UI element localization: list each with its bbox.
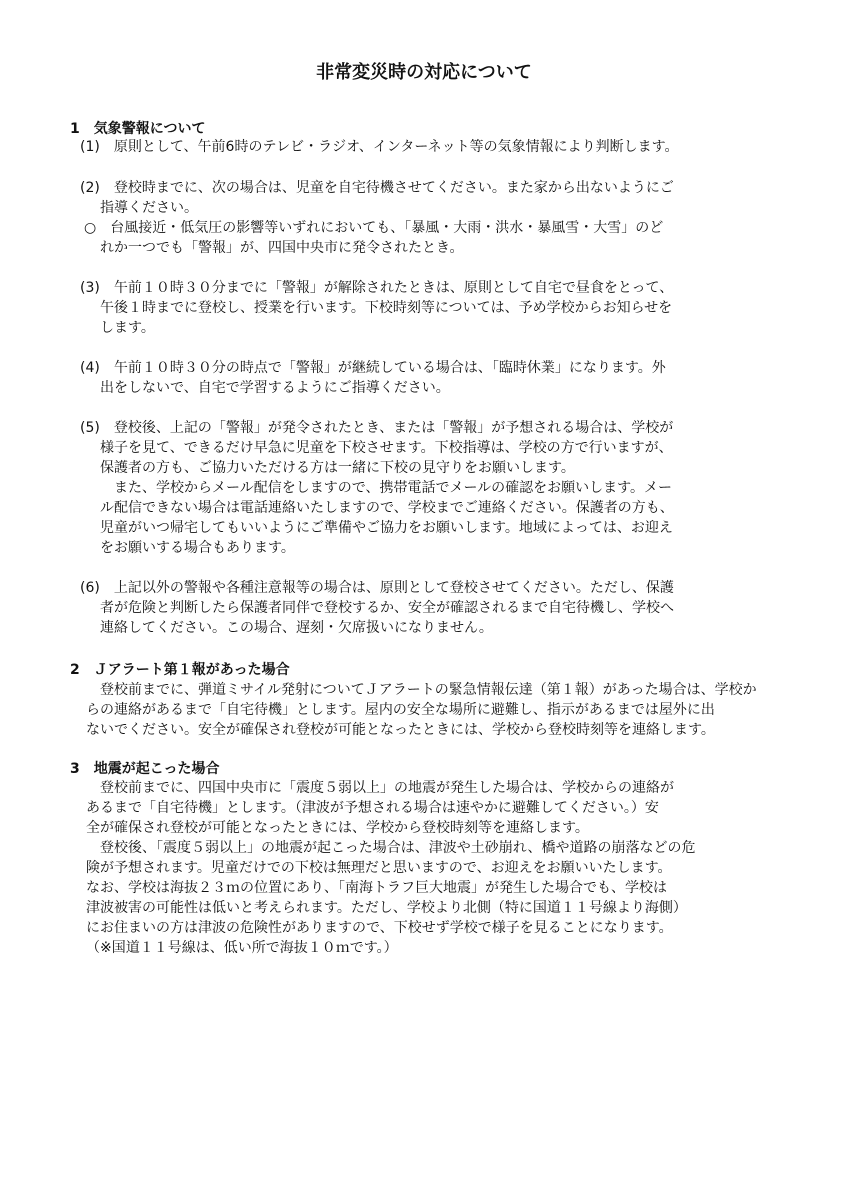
text-line: (6) 上記以外の警報や各種注意報等の場合は、原則として登校させてください。ただし、保護: [80, 580, 674, 596]
text-line: (5) 登校後、上記の「警報」が発令されたとき、または「警報」が予想される場合は、学校が: [80, 420, 674, 436]
text-line: 険が予想されます。児童だけでの下校は無理だと思いますので、お迎えをお願いいたします。: [86, 860, 672, 876]
text-line: 登校後、「震度５弱以上」の地震が起こった場合は、津波や土砂崩れ、橋や道路の崩落などの危: [100, 840, 696, 856]
text-line: ○ 台風接近・低気圧の影響等いずれにおいても、「暴風・大雨・洪水・暴風雪・大雪」のど: [84, 220, 664, 236]
text-line: 様子を見て、できるだけ早急に児童を下校させます。下校指導は、学校の方で行いますが、: [100, 440, 673, 456]
text-line: 津波被害の可能性は低いと考えられます。ただし、学校より北側（特に国道１１号線より海側）: [86, 900, 687, 916]
text-line: (1) 原則として、午前6時のテレビ・ラジオ、インターネット等の気象情報により判断します。: [80, 139, 679, 155]
text-line: らの連絡があるまで「自宅待機」とします。屋内の安全な場所に避難し、指示があるまでは屋外に出: [86, 702, 715, 718]
text-line: 登校前までに、弾道ミサイル発射についてＪアラートの緊急情報伝達（第１報）があった場合は、学校か: [100, 682, 757, 698]
text-line: ル配信できない場合は電話連絡いたしますので、学校までご連絡ください。保護者の方も、: [100, 500, 674, 516]
text-line: 保護者の方も、ご協力いただける方は一緒に下校の見守りをお願いします。: [100, 460, 575, 476]
text-line: (4) 午前１０時３０分の時点で「警報」が継続している場合は、「臨時休業」になります。外: [80, 360, 666, 376]
text-line: 者が危険と判断したら保護者同伴で登校するか、安全が確認されるまで自宅待機し、学校へ: [100, 600, 674, 616]
text-line: 児童がいつ帰宅してもいいようにご準備やご協力をお願いします。地域によっては、お迎え: [100, 520, 673, 536]
text-line: なお、学校は海抜２３ｍの位置にあり、「南海トラフ巨大地震」が発生した場合でも、学校は: [86, 880, 667, 896]
section-heading: 1 気象警報について: [70, 121, 206, 137]
text-line: また、学校からメール配信をしますので、携帯電話でメールの確認をお願いします。メー: [114, 480, 673, 496]
text-line: をお願いする場合もあります。: [100, 540, 295, 556]
text-line: します。: [100, 320, 155, 336]
text-line: 登校前までに、四国中央市に「震度５弱以上」の地震が発生した場合は、学校からの連絡が: [100, 780, 674, 796]
text-line: 午後１時までに登校し、授業を行います。下校時刻等については、予め学校からお知らせを: [100, 300, 673, 316]
text-line: にお住まいの方は津波の危険性がありますので、下校せず学校で様子を見ることになります。: [86, 920, 673, 936]
text-line: (2) 登校時までに、次の場合は、児童を自宅待機させてください。また家から出ないようにご: [80, 180, 674, 196]
text-line: 指導ください。: [100, 200, 198, 216]
text-line: 連絡してください。この場合、遅刻・欠席扱いになりません。: [100, 620, 493, 636]
text-line: 出をしないで、自宅で学習するようにご指導ください。: [100, 380, 450, 396]
section-heading: 2 Ｊアラート第１報があった場合: [70, 662, 290, 678]
text-line: れか一つでも「警報」が、四国中央市に発令されたとき。: [100, 240, 464, 256]
page-title: 非常変災時の対応について: [316, 62, 532, 83]
text-line: （※国道１１号線は、低い所で海抜１０ｍです。）: [86, 940, 398, 956]
text-line: ないでください。安全が確保され登校が可能となったときには、学校から登校時刻等を連絡します。: [86, 722, 715, 738]
text-line: あるまで「自宅待機」とします。（津波が予想される場合は速やかに避難してください。）安: [86, 800, 659, 816]
text-line: 全が確保され登校が可能となったときには、学校から登校時刻等を連絡します。: [86, 820, 589, 836]
text-line: (3) 午前１０時３０分までに「警報」が解除されたときは、原則として自宅で昼食をとって、: [80, 280, 674, 296]
section-heading: 3 地震が起こった場合: [70, 761, 220, 777]
